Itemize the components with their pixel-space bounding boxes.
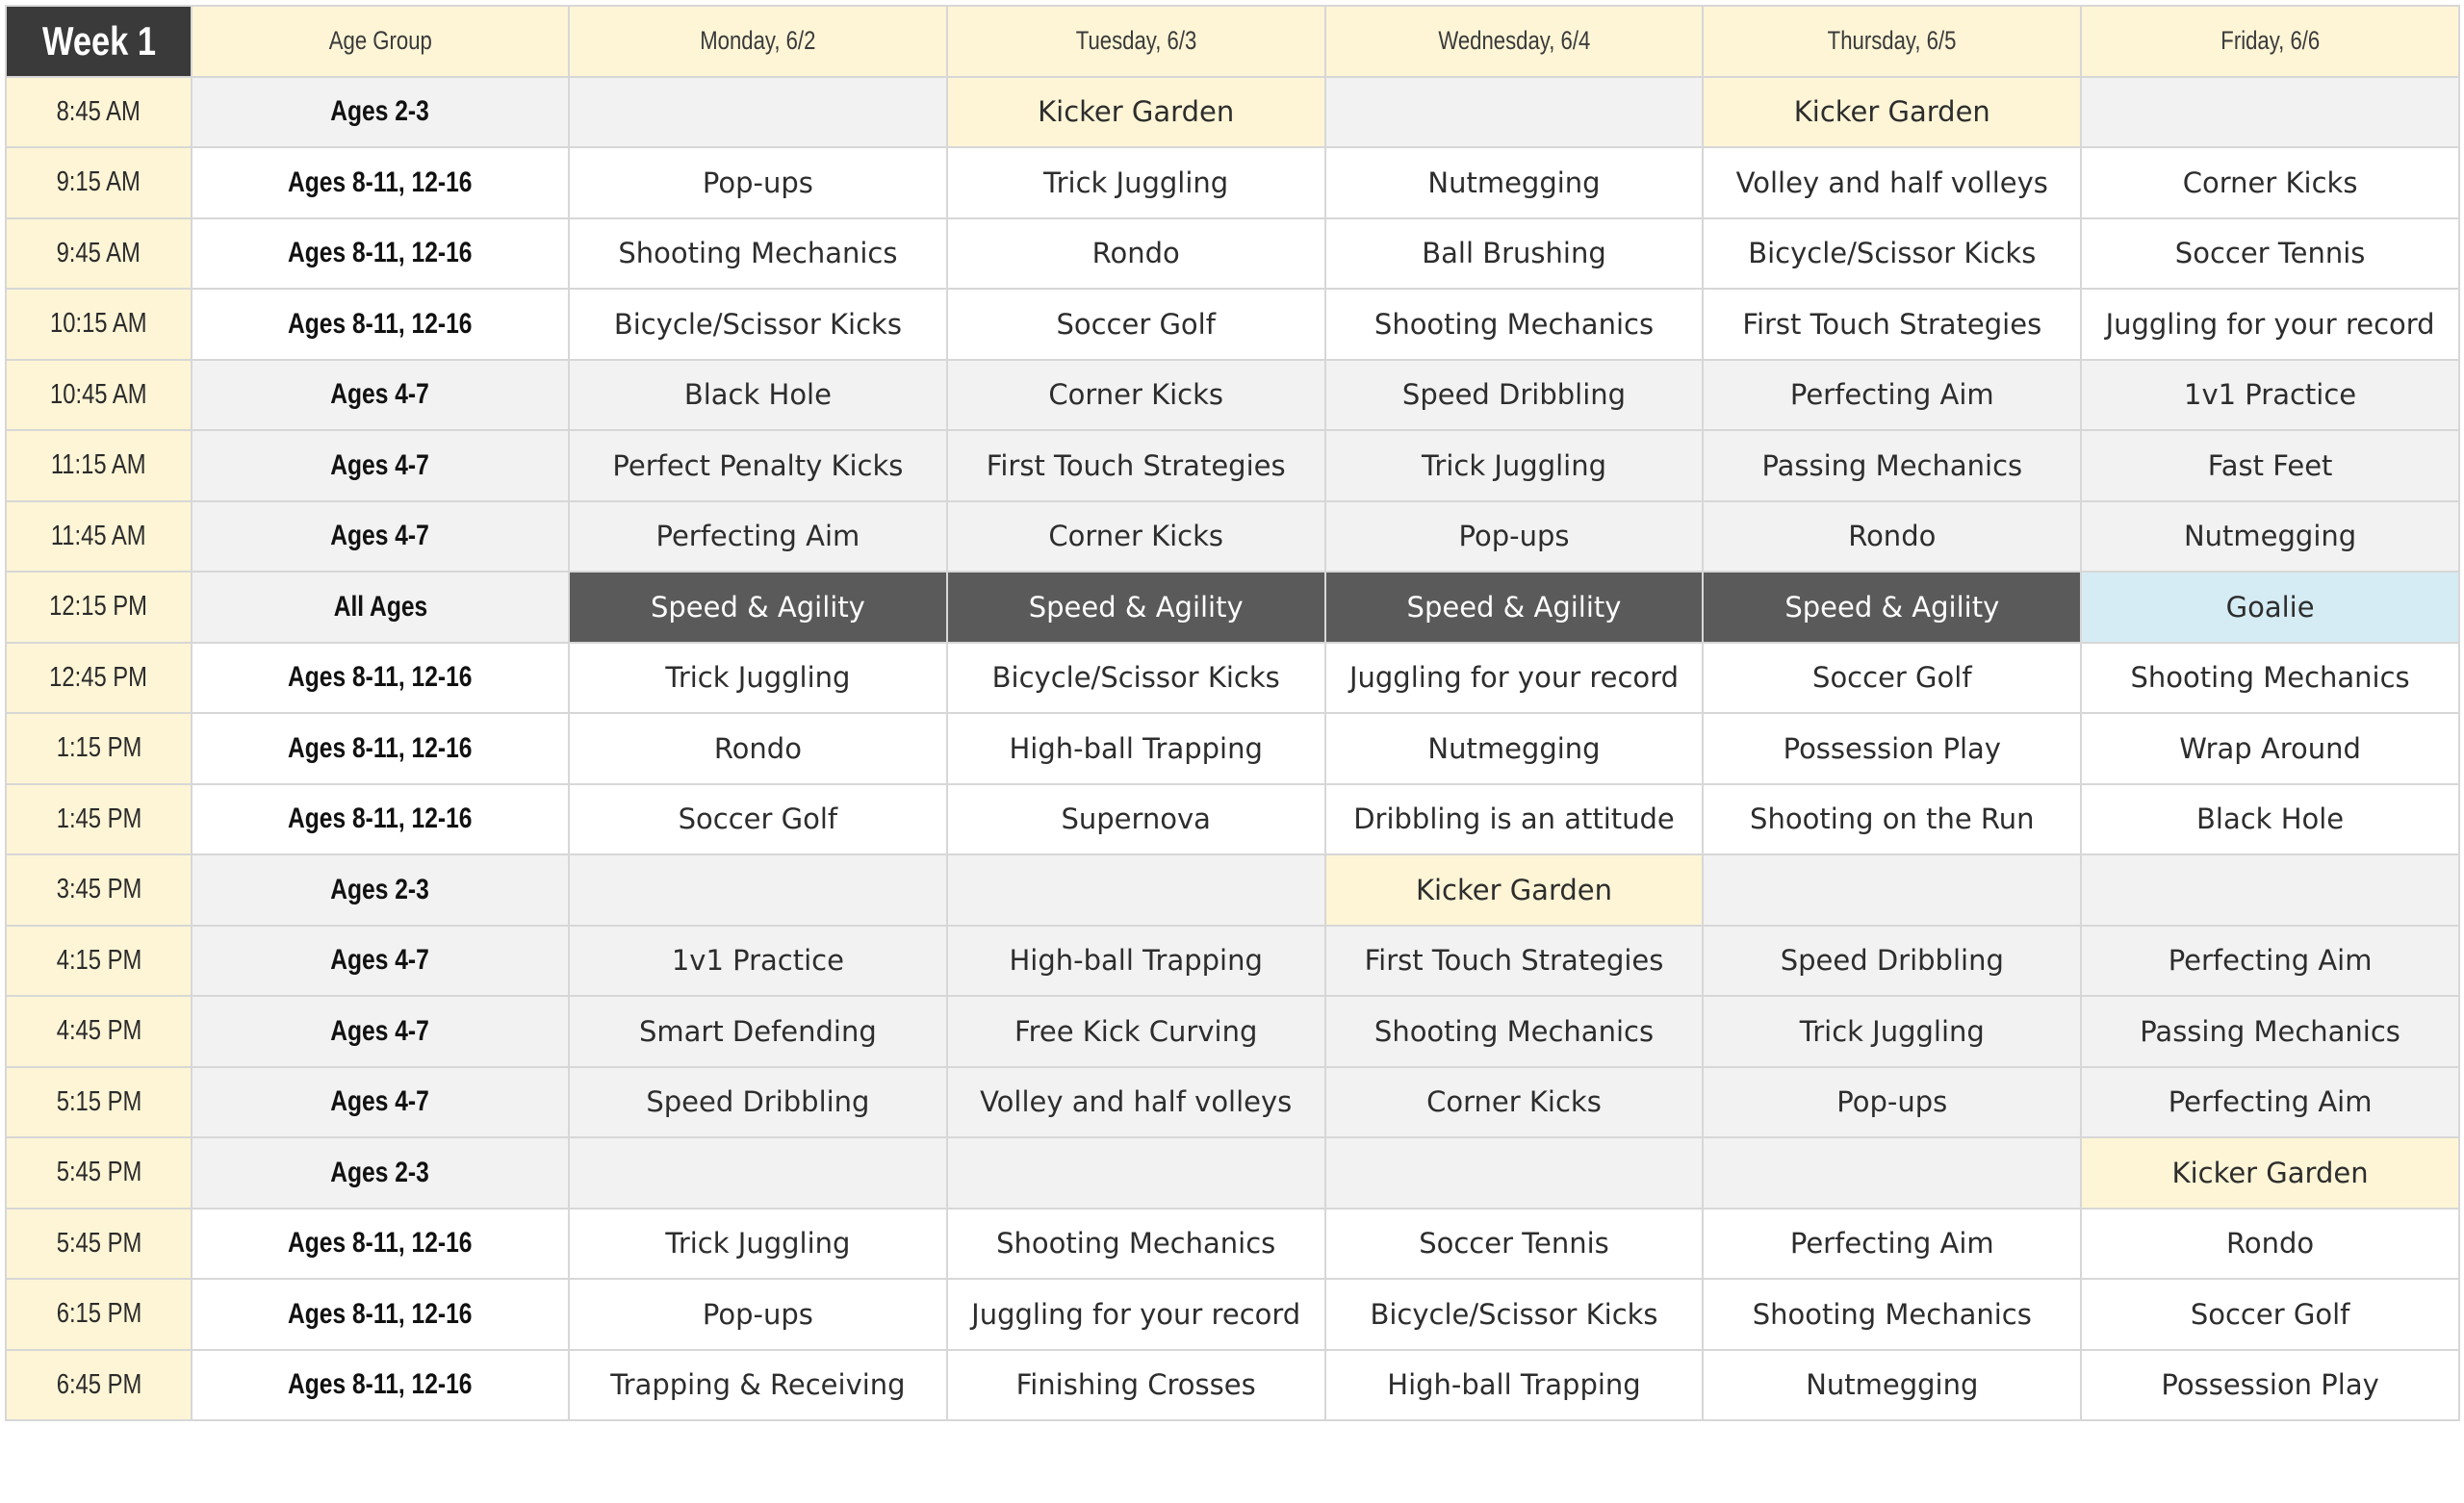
activity-cell: Bicycle/Scissor Kicks [947, 643, 1325, 714]
activity-cell: Passing Mechanics [1703, 430, 2081, 501]
time-cell: 4:15 PM [6, 926, 192, 997]
age-group-cell: Ages 4-7 [192, 360, 569, 431]
activity-cell: Volley and half volleys [1703, 147, 2081, 218]
time-cell: 9:45 AM [6, 218, 192, 290]
table-row [6, 926, 2459, 997]
table-row [6, 501, 2459, 573]
activity-cell: Pop-ups [569, 147, 947, 218]
activity-cell: Trick Juggling [947, 147, 1325, 218]
activity-cell: Perfecting Aim [1703, 360, 2081, 431]
activity-cell: Kicker Garden [2081, 1137, 2459, 1209]
age-group-cell: Ages 4-7 [192, 996, 569, 1067]
activity-cell [1703, 854, 2081, 926]
activity-cell: Shooting on the Run [1703, 784, 2081, 855]
activity-cell: Nutmegging [2081, 501, 2459, 573]
activity-cell [569, 1137, 947, 1209]
activity-cell [569, 77, 947, 148]
activity-cell: Shooting Mechanics [2081, 643, 2459, 714]
activity-cell: Wrap Around [2081, 713, 2459, 784]
age-group-cell: All Ages [192, 572, 569, 643]
age-group-cell: Ages 4-7 [192, 430, 569, 501]
table-row [6, 218, 2459, 290]
time-cell: 8:45 AM [6, 77, 192, 148]
activity-cell: Soccer Golf [569, 784, 947, 855]
activity-cell: High-ball Trapping [947, 713, 1325, 784]
activity-cell: Soccer Tennis [1325, 1209, 1704, 1280]
activity-cell: 1v1 Practice [569, 926, 947, 997]
activity-cell: Perfecting Aim [1703, 1209, 2081, 1280]
table-row [6, 147, 2459, 218]
age-group-cell: Ages 8-11, 12-16 [192, 147, 569, 218]
day-header-thursday: Thursday, 6/5 [1703, 6, 2081, 77]
activity-cell: High-ball Trapping [1325, 1350, 1704, 1421]
activity-cell: Pop-ups [1325, 501, 1704, 573]
activity-cell [2081, 77, 2459, 148]
activity-cell: Trick Juggling [569, 643, 947, 714]
activity-cell [1325, 77, 1704, 148]
activity-cell: Free Kick Curving [947, 996, 1325, 1067]
activity-cell: First Touch Strategies [1703, 289, 2081, 360]
activity-cell: Shooting Mechanics [1325, 289, 1704, 360]
table-row [6, 996, 2459, 1067]
activity-cell: Passing Mechanics [2081, 996, 2459, 1067]
activity-cell: Volley and half volleys [947, 1067, 1325, 1138]
activity-cell: Kicker Garden [947, 77, 1325, 148]
age-group-cell: Ages 8-11, 12-16 [192, 1350, 569, 1421]
header-row [6, 6, 2459, 77]
table-row [6, 854, 2459, 926]
table-row [6, 1067, 2459, 1138]
schedule-table [5, 5, 2460, 1421]
activity-cell: Nutmegging [1703, 1350, 2081, 1421]
activity-cell: Perfecting Aim [2081, 1067, 2459, 1138]
activity-cell: Pop-ups [1703, 1067, 2081, 1138]
age-group-cell: Ages 8-11, 12-16 [192, 218, 569, 290]
time-cell: 11:45 AM [6, 501, 192, 573]
activity-cell: Shooting Mechanics [569, 218, 947, 290]
activity-cell: Shooting Mechanics [1325, 996, 1704, 1067]
activity-cell: Goalie [2081, 572, 2459, 643]
time-cell: 1:45 PM [6, 784, 192, 855]
activity-cell: Supernova [947, 784, 1325, 855]
age-group-cell: Ages 4-7 [192, 501, 569, 573]
time-cell: 11:15 AM [6, 430, 192, 501]
activity-cell: Juggling for your record [1325, 643, 1704, 714]
activity-cell: Speed Dribbling [1325, 360, 1704, 431]
activity-cell: Fast Feet [2081, 430, 2459, 501]
time-cell: 5:45 PM [6, 1137, 192, 1209]
activity-cell: 1v1 Practice [2081, 360, 2459, 431]
time-cell: 5:45 PM [6, 1209, 192, 1280]
table-row [6, 360, 2459, 431]
table-row [6, 643, 2459, 714]
time-cell: 9:15 AM [6, 147, 192, 218]
age-group-cell: Ages 4-7 [192, 926, 569, 997]
time-cell: 12:45 PM [6, 643, 192, 714]
activity-cell: Possession Play [2081, 1350, 2459, 1421]
activity-cell: Juggling for your record [2081, 289, 2459, 360]
table-row [6, 77, 2459, 148]
activity-cell [2081, 854, 2459, 926]
activity-cell [569, 854, 947, 926]
time-cell: 3:45 PM [6, 854, 192, 926]
activity-cell: Rondo [947, 218, 1325, 290]
time-cell: 12:15 PM [6, 572, 192, 643]
activity-cell: Ball Brushing [1325, 218, 1704, 290]
age-group-cell: Ages 2-3 [192, 854, 569, 926]
day-header-wednesday: Wednesday, 6/4 [1325, 6, 1704, 77]
age-group-cell: Ages 2-3 [192, 1137, 569, 1209]
table-row [6, 1209, 2459, 1280]
activity-cell: Speed & Agility [569, 572, 947, 643]
activity-cell [947, 1137, 1325, 1209]
table-row [6, 430, 2459, 501]
activity-cell [1703, 1137, 2081, 1209]
time-cell: 6:15 PM [6, 1279, 192, 1350]
time-cell: 1:15 PM [6, 713, 192, 784]
activity-cell [947, 854, 1325, 926]
week-label: Week 1 [6, 6, 192, 77]
table-row [6, 713, 2459, 784]
age-group-cell: Ages 8-11, 12-16 [192, 1209, 569, 1280]
table-row [6, 1137, 2459, 1209]
activity-cell: Possession Play [1703, 713, 2081, 784]
day-header-tuesday: Tuesday, 6/3 [947, 6, 1325, 77]
activity-cell: Corner Kicks [1325, 1067, 1704, 1138]
day-header-monday: Monday, 6/2 [569, 6, 947, 77]
activity-cell: Bicycle/Scissor Kicks [569, 289, 947, 360]
table-row [6, 1279, 2459, 1350]
table-row [6, 784, 2459, 855]
age-group-header: Age Group [192, 6, 569, 77]
activity-cell: Rondo [2081, 1209, 2459, 1280]
activity-cell: Finishing Crosses [947, 1350, 1325, 1421]
activity-cell: Corner Kicks [947, 501, 1325, 573]
age-group-cell: Ages 2-3 [192, 77, 569, 148]
activity-cell: Pop-ups [569, 1279, 947, 1350]
activity-cell: Shooting Mechanics [1703, 1279, 2081, 1350]
activity-cell: Dribbling is an attitude [1325, 784, 1704, 855]
time-cell: 6:45 PM [6, 1350, 192, 1421]
activity-cell: Corner Kicks [2081, 147, 2459, 218]
activity-cell: Corner Kicks [947, 360, 1325, 431]
activity-cell [1325, 1137, 1704, 1209]
activity-cell: Trapping & Receiving [569, 1350, 947, 1421]
age-group-cell: Ages 8-11, 12-16 [192, 643, 569, 714]
activity-cell: Perfecting Aim [569, 501, 947, 573]
age-group-cell: Ages 8-11, 12-16 [192, 784, 569, 855]
activity-cell: Soccer Golf [947, 289, 1325, 360]
table-row [6, 289, 2459, 360]
age-group-cell: Ages 8-11, 12-16 [192, 713, 569, 784]
activity-cell: Speed & Agility [947, 572, 1325, 643]
time-cell: 5:15 PM [6, 1067, 192, 1138]
activity-cell: Black Hole [2081, 784, 2459, 855]
activity-cell: Trick Juggling [1325, 430, 1704, 501]
activity-cell: Shooting Mechanics [947, 1209, 1325, 1280]
age-group-cell: Ages 8-11, 12-16 [192, 1279, 569, 1350]
activity-cell: Perfecting Aim [2081, 926, 2459, 997]
activity-cell: Rondo [569, 713, 947, 784]
activity-cell: Soccer Golf [1703, 643, 2081, 714]
activity-cell: Speed & Agility [1325, 572, 1704, 643]
activity-cell: Speed & Agility [1703, 572, 2081, 643]
activity-cell: High-ball Trapping [947, 926, 1325, 997]
activity-cell: Bicycle/Scissor Kicks [1703, 218, 2081, 290]
activity-cell: Smart Defending [569, 996, 947, 1067]
activity-cell: Speed Dribbling [1703, 926, 2081, 997]
age-group-cell: Ages 8-11, 12-16 [192, 289, 569, 360]
activity-cell: Soccer Tennis [2081, 218, 2459, 290]
day-header-friday: Friday, 6/6 [2081, 6, 2459, 77]
activity-cell: First Touch Strategies [1325, 926, 1704, 997]
activity-cell: Trick Juggling [569, 1209, 947, 1280]
activity-cell: Black Hole [569, 360, 947, 431]
time-cell: 4:45 PM [6, 996, 192, 1067]
activity-cell: Nutmegging [1325, 147, 1704, 218]
activity-cell: Rondo [1703, 501, 2081, 573]
activity-cell: Trick Juggling [1703, 996, 2081, 1067]
age-group-cell: Ages 4-7 [192, 1067, 569, 1138]
activity-cell: Nutmegging [1325, 713, 1704, 784]
table-row [6, 1350, 2459, 1421]
activity-cell: Soccer Golf [2081, 1279, 2459, 1350]
activity-cell: Kicker Garden [1703, 77, 2081, 148]
table-row [6, 572, 2459, 643]
activity-cell: Speed Dribbling [569, 1067, 947, 1138]
activity-cell: Perfect Penalty Kicks [569, 430, 947, 501]
activity-cell: Juggling for your record [947, 1279, 1325, 1350]
activity-cell: First Touch Strategies [947, 430, 1325, 501]
time-cell: 10:45 AM [6, 360, 192, 431]
activity-cell: Kicker Garden [1325, 854, 1704, 926]
time-cell: 10:15 AM [6, 289, 192, 360]
activity-cell: Bicycle/Scissor Kicks [1325, 1279, 1704, 1350]
